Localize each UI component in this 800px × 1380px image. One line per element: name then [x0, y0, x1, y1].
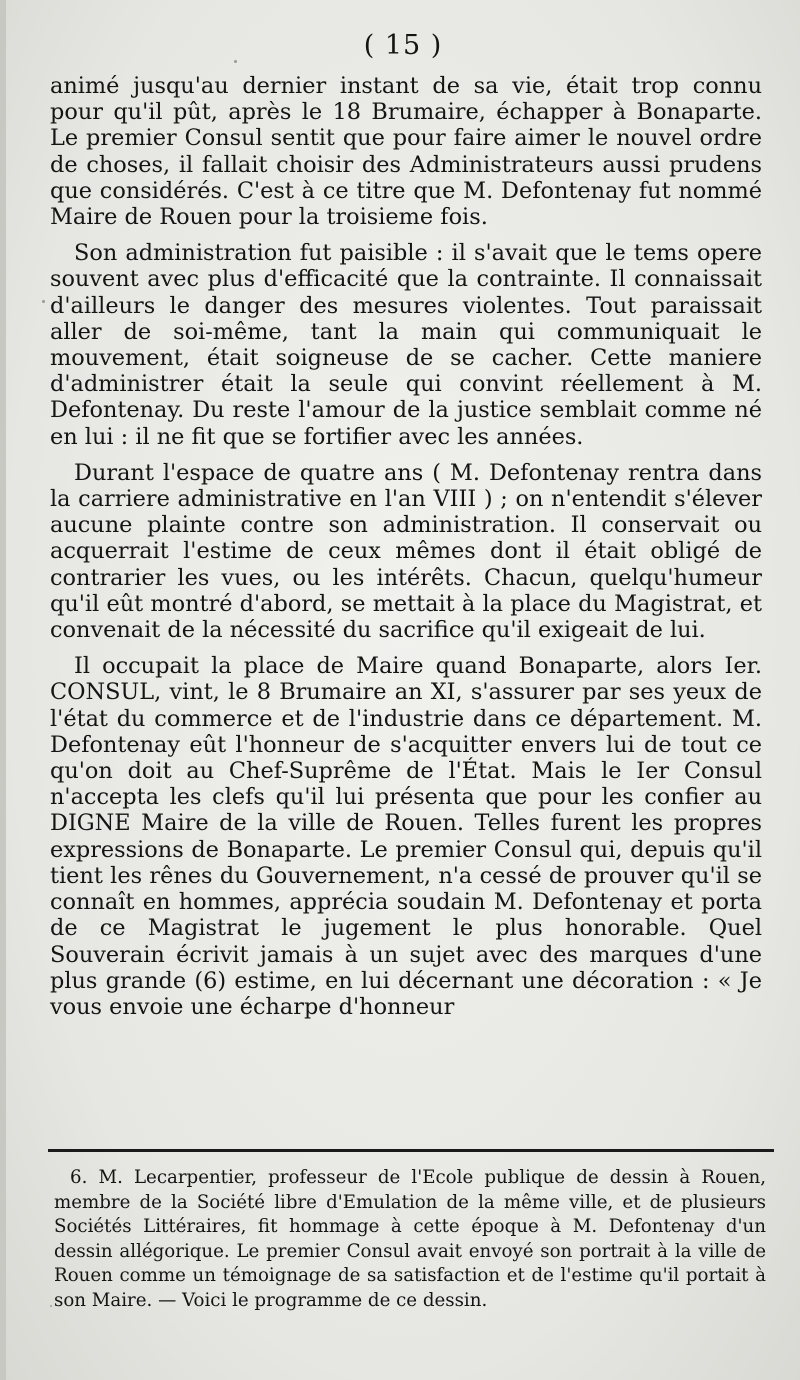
ink-speck — [42, 300, 45, 303]
ink-speck — [234, 60, 237, 63]
footnote-6: 6. M. Lecarpentier, professeur de l'Ecole publique de dessin à Rouen, membre de la Société libre d'Emulation de la même ville, et de plusieurs Sociétés Littéraires, fit hommage à cette époque à M. Defontenay d'un dessin allégorique. Le premier Consul avait envoyé son portrait à la ville de Rouen comme un témoignage de sa satisfaction et de l'estime qu'il portait à son Maire. — Voici le programme de ce dessin. — [54, 1167, 766, 1311]
paragraph-3: Durant l'espace de quatre ans ( M. Defontenay rentra dans la carriere administrative en l'an VIII ) ; on n'entendit s'élever aucune plainte contre son administration. Il conservait ou acquerrait l'estime de ceux mêmes dont il était obligé de contrarier les vues, ou les intérêts. Chacun, quelqu'humeur qu'il eût montré d'abord, se mettait à la place du Magistrat, et convenait de la nécessité du sacrifice qu'il exigeait de lui. — [50, 459, 762, 644]
page-number: ( 15 ) — [363, 30, 443, 61]
ink-speck — [50, 1305, 52, 1307]
footnote-separator — [48, 1149, 774, 1152]
main-text-body — [50, 73, 762, 1020]
footnote — [54, 1166, 766, 1314]
paragraph-2: Son administration fut paisible : il s'avait que le tems opere souvent avec plus d'efficacité que la contrainte. Il connaissait d'ailleurs le danger des mesures violentes. Tout paraissait aller de soi-même, tant la main qui communiquait le mouvement, était soigneuse de se cacher. Cette maniere d'administrer était la seule qui convint réellement à M. Defontenay. Du reste l'amour de la justice semblait comme né en lui : il ne fit que se fortifier avec les années. — [50, 240, 762, 450]
paragraph-4: Il occupait la place de Maire quand Bonaparte, alors Ier. CONSUL, vint, le 8 Brumaire an XI, s'assurer par ses yeux de l'état du commerce et de l'industrie dans ce département. M. Defontenay eût l'honneur de s'acquitter envers lui de tout ce qu'on doit au Chef-Suprême de l'État. Mais le Ier Consul n'accepta les clefs qu'il lui présenta que pour les confier au DIGNE Maire de la ville de Rouen. Telles furent les propres expressions de Bonaparte. Le premier Consul qui, depuis qu'il tient les rênes du Gouvernement, n'a cessé de prouver qu'il se connaît en hommes, apprécia soudain M. Defontenay et porta de ce Magistrat le jugement le plus honorable. Quel Souverain écrivit jamais à un sujet avec des marques d'une plus grande (6) estime, en lui décernant une décoration : « Je vous envoie une écharpe d'honneur — [50, 653, 762, 1020]
paragraph-1: animé jusqu'au dernier instant de sa vie, était trop connu pour qu'il pût, après le 18 Brumaire, échapper à Bonaparte. Le premier Consul sentit que pour faire aimer le nouvel ordre de choses, il fallait choisir des Administrateurs aussi prudens que considérés. C'est à ce titre que M. Defontenay fut nommé Maire de Rouen pour la troisieme fois. — [50, 73, 762, 231]
